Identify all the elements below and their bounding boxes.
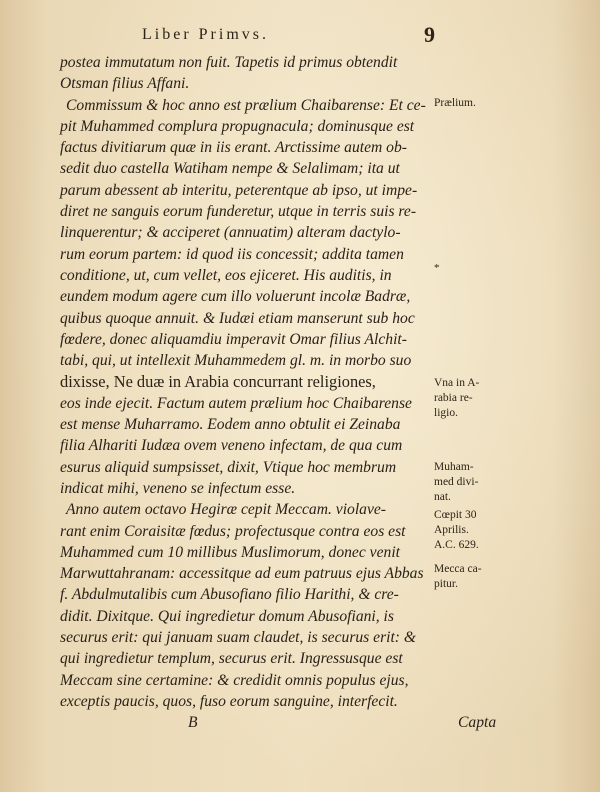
text-line: conditione, ut, cum vellet, eos ejiceret. His auditis, in [60,266,392,284]
margin-note-line: ligio. [434,407,458,419]
text-line: esurus aliquid sumpsisset, dixit, Vtique hoc membrum [60,458,397,476]
text-line: Meccam sine certamine: & credidit omnis populus ejus, [60,671,409,689]
margin-note-mecca [434,562,482,592]
margin-note-line: A.C. 629. [434,539,479,551]
text-line: eos inde ejecit. Factum autem prælium hoc Chaibarense [60,394,412,412]
text-line: eundem modum agere cum illo voluerunt incolæ Badræ, [60,288,411,306]
margin-note-praelium [434,96,476,111]
text-line: Commissum & hoc anno est prælium Chaibarense: Et ce- [66,96,426,114]
margin-note-line: Mecca ca- [434,563,482,575]
margin-note-line: med divi- [434,476,479,488]
margin-note-line: pitur. [434,578,458,590]
margin-notes [434,0,600,792]
text-line: parum abessent ab interitu, peterentque ab ipso, ut impe- [60,181,418,199]
catchword: Capta [458,714,497,732]
margin-note-una-in-arabia [434,376,479,421]
text-line: Otsman filius Affani. [60,75,190,93]
margin-note-line: Muham- [434,461,474,473]
margin-note-muhammed-divinat [434,460,478,505]
text-line: fœdere, donec aliquamdiu imperavit Omar filius Alchit- [60,330,407,348]
text-line: tabi, qui, ut intellexit Muhammedem gl. m. in morbo suo [60,352,412,370]
margin-note-line: Vna in A- [434,377,480,389]
text-line: exceptis paucis, quos, fuso eorum sanguine, interfecit. [60,692,398,710]
page-number: 9 [424,22,435,47]
text-line: securus erit: qui januam suam claudet, is securus erit: & [60,629,417,647]
text-line: quibus quoque annuit. & Iudæi etiam manserunt sub hoc [60,309,415,327]
text-line: Marwuttahranam: accessitque ad eum patruus ejus Abbas [60,565,424,583]
text-line: Anno autem octavo Hegiræ cepit Meccam. violave- [66,501,386,519]
signature-mark: B [188,714,198,732]
margin-note-line: rabia re- [434,392,473,404]
text-line: rum eorum partem: id quod iis concessit; addita tamen [60,245,404,263]
text-line: qui ingredietur templum, securus erit. Ingressusque est [60,650,403,668]
margin-note-line: Cœpit 30 [434,509,477,521]
text-line: f. Abdulmutalibis cum Abusofiano filio Harithi, & cre- [60,586,399,604]
text-line: Muhammed cum 10 millibus Muslimorum, donec venit [60,543,400,561]
text-line: postea immutatum non fuit. Tapetis id primus obtendit [60,54,398,71]
text-line: didit. Dixitque. Qui ingredietur domum Abusofiani, is [60,607,394,625]
text-line: pit Muhammed complura propugnacula; dominusque est [60,117,415,135]
text-line: sedit duo castella Watiham nempe & Selalimam; ita ut [60,160,400,178]
text-line: rant enim Coraisitæ fœdus; profectusque contra eos est [60,522,406,540]
margin-note-coepit [434,508,479,553]
page-footer [60,712,497,733]
text-line: indicat mihi, veneno se infectum esse. [60,479,296,497]
margin-note-line: Prælium. [434,97,476,109]
text-line: diret ne sanguis eorum funderetur, utque in terris suis re- [60,203,417,221]
text-line: factus divitiarum quæ in iis erant. Arctissime autem ob- [60,139,407,157]
text-line: dixisse, Ne duæ in Arabia concurrant religiones, [60,372,376,392]
margin-note-line: Aprilis. [434,524,469,536]
text-line: filia Alhariti Iudæa ovem veneno infectam, de qua cum [60,437,403,455]
margin-note-line: nat. [434,491,451,503]
running-title: Liber Primvs. [142,26,269,43]
text-line: linquerentur; & acciperet (annuatim) alteram dactylo- [60,224,401,242]
marginal-asterisk: * [434,262,440,274]
text-line: est mense Muharramo. Eodem anno obtulit ei Zeinaba [60,416,401,434]
